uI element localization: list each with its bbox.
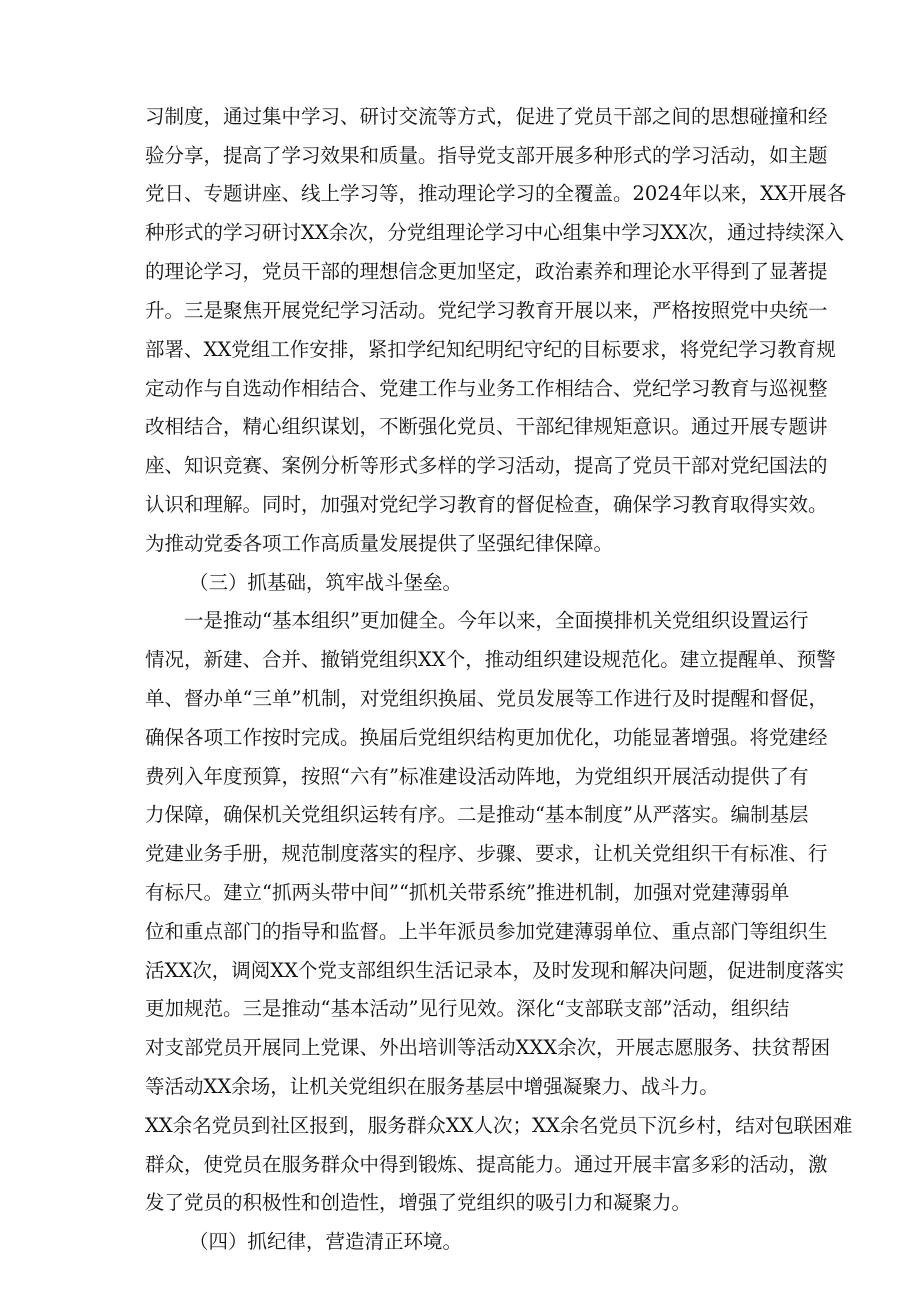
body-text-line: 力保障，确保机关党组织运转有序。二是推动“基本制度”从严落实。编制基层 — [145, 803, 809, 826]
body-text-line: 有标尺。建立“抓两头带中间”“抓机关带系统”推进机制，加强对党建薄弱单 — [145, 881, 790, 904]
body-text-line: 部署、XX党组工作安排，紧扣学纪知纪明纪守纪的目标要求，将党纪学习教育规 — [145, 338, 836, 361]
section-heading: （三）抓基础，筑牢战斗堡垒。 — [189, 571, 463, 594]
body-text-line: 习制度，通过集中学习、研讨交流等方式，促进了党员干部之间的思想碰撞和经 — [145, 105, 828, 128]
body-text-line: 党建业务手册，规范制度落实的程序、步骤、要求，让机关党组织干有标准、行 — [145, 842, 828, 865]
body-text-line: 验分享，提高了学习效果和质量。指导党支部开展多种形式的学习活动，如主题 — [145, 144, 828, 167]
body-text-line: 种形式的学习研讨XX余次，分党组理论学习中心组集中学习XX次，通过持续深入 — [145, 221, 845, 244]
body-text-line: 群众，使党员在服务群众中得到锻炼、提高能力。通过开展丰富多彩的活动，激 — [145, 1153, 828, 1176]
body-text-line: 一是推动“基本组织”更加健全。今年以来，全面摸排机关党组织设置运行 — [184, 609, 809, 632]
body-text-line: 费列入年度预算，按照“六有”标准建设活动阵地，为党组织开展活动提供了有 — [145, 765, 809, 788]
body-text-line: 认识和理解。同时，加强对党纪学习教育的督促检查，确保学习教育取得实效。 — [145, 493, 828, 516]
body-text-line: 的理论学习，党员干部的理想信念更加坚定，政治素养和理论水平得到了显著提 — [145, 260, 828, 283]
body-text-line: 定动作与自选动作相结合、党建工作与业务工作相结合、党纪学习教育与巡视整 — [145, 377, 828, 400]
body-text-line: 等活动XX余场，让机关党组织在服务基层中增强凝聚力、战斗力。 — [145, 1075, 719, 1098]
body-text-line: 为推动党委各项工作高质量发展提供了坚强纪律保障。 — [145, 532, 614, 555]
body-text-line: XX余名党员到社区报到，服务群众XX人次；XX余名党员下沉乡村，结对包联困难 — [145, 1114, 853, 1137]
body-text-line: 党日、专题讲座、线上学习等，推动理论学习的全覆盖。2024年以来，XX开展各 — [145, 182, 847, 205]
body-text-line: 活XX次，调阅XX个党支部组织生活记录本，及时发现和解决问题，促进制度落实 — [145, 959, 845, 982]
body-text-line: 情况，新建、合并、撤销党组织XX个，推动组织建设规范化。建立提醒单、预警 — [145, 648, 836, 671]
body-text-line: 发了党员的积极性和创造性，增强了党组织的吸引力和凝聚力。 — [145, 1191, 692, 1214]
body-text-line: 对支部党员开展同上党课、外出培训等活动XXX余次，开展志愿服务、扶贫帮困 — [145, 1036, 831, 1059]
body-text-line: 更加规范。三是推动“基本活动”见行见效。深化“支部联支部”活动，组织结 — [145, 997, 790, 1020]
body-text-line: 位和重点部门的指导和监督。上半年派员参加党建薄弱单位、重点部门等组织生 — [145, 920, 828, 943]
section-heading: （四）抓纪律，营造清正环境。 — [189, 1230, 463, 1253]
body-text-line: 确保各项工作按时完成。换届后党组织结构更加优化，功能显著增强。将党建经 — [145, 726, 828, 749]
body-text-line: 升。三是聚焦开展党纪学习活动。党纪学习教育开展以来，严格按照党中央统一 — [145, 299, 828, 322]
body-text-line: 座、知识竞赛、案例分析等形式多样的学习活动，提高了党员干部对党纪国法的 — [145, 454, 828, 477]
body-text-line: 单、督办单“三单”机制，对党组织换届、党员发展等工作进行及时提醒和督促， — [145, 687, 828, 710]
body-text-line: 改相结合，精心组织谋划，不断强化党员、干部纪律规矩意识。通过开展专题讲 — [145, 415, 828, 438]
